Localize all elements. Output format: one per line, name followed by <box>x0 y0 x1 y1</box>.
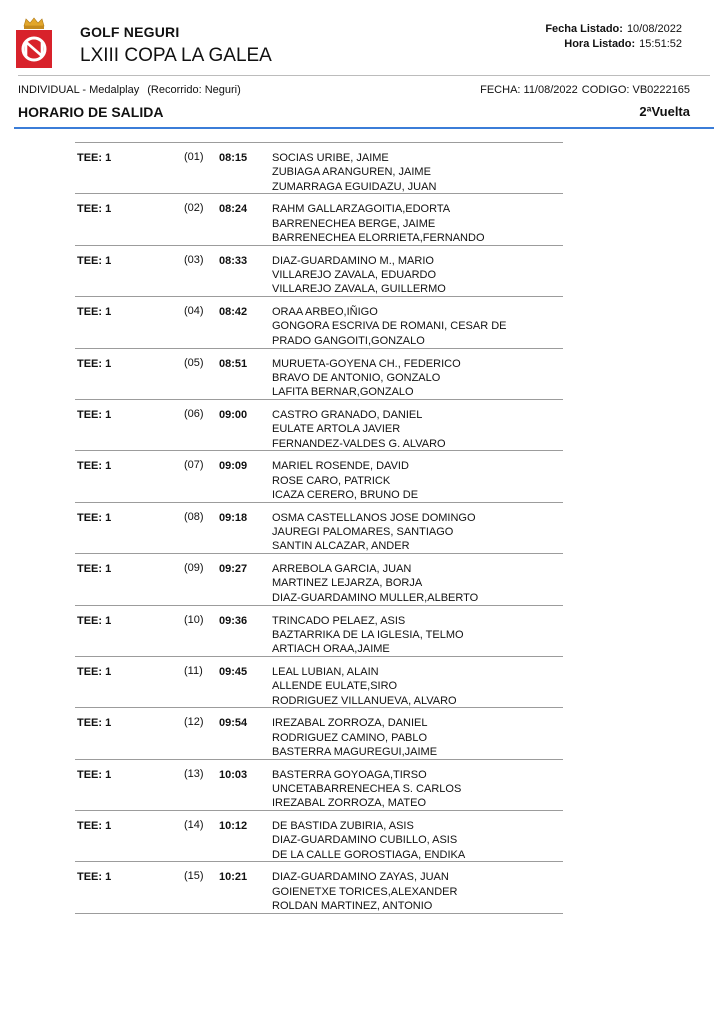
group-number: (05) <box>184 356 204 369</box>
header-divider <box>18 75 710 76</box>
player-name: BASTERRA GOYOAGA,TIRSO <box>272 768 427 781</box>
player-list <box>272 202 485 245</box>
tee-time-row <box>75 349 563 400</box>
start-time: 09:36 <box>219 614 248 627</box>
player-name: MURUETA-GOYENA CH., FEDERICO <box>272 357 461 370</box>
player-list <box>272 716 437 759</box>
tee-label: TEE: 1 <box>77 614 112 627</box>
player-name: DIAZ-GUARDAMINO M., MARIO <box>272 254 434 267</box>
start-time: 09:18 <box>219 511 248 524</box>
mode-text: INDIVIDUAL - Medalplay <box>18 84 140 96</box>
player-name: ARREBOLA GARCIA, JUAN <box>272 563 412 576</box>
competition-mode <box>18 84 241 96</box>
player-list <box>272 562 478 605</box>
start-time: 09:45 <box>219 665 248 678</box>
player-name: MARIEL ROSENDE, DAVID <box>272 460 409 473</box>
player-name: DE BASTIDA ZUBIRIA, ASIS <box>272 820 414 833</box>
group-number: (14) <box>184 819 204 832</box>
player-name: ZUMARRAGA EGUIDAZU, JUAN <box>272 180 437 193</box>
tee-label: TEE: 1 <box>77 408 112 421</box>
player-name: ZUBIAGA ARANGUREN, JAIME <box>272 166 431 179</box>
list-time-label: Hora Listado: <box>564 38 636 50</box>
player-name: PRADO GANGOITI,GONZALO <box>272 334 425 347</box>
tee-label: TEE: 1 <box>77 717 112 730</box>
tee-time-row <box>75 657 563 708</box>
start-time: 09:09 <box>219 460 248 473</box>
group-number: (03) <box>184 253 204 266</box>
group-number: (10) <box>184 613 204 626</box>
player-name: SANTIN ALCAZAR, ANDER <box>272 540 410 553</box>
player-name: DE LA CALLE GOROSTIAGA, ENDIKA <box>272 848 466 861</box>
tee-label: TEE: 1 <box>77 820 112 833</box>
tee-time-row <box>75 554 563 605</box>
tee-time-row <box>75 246 563 297</box>
start-time: 10:12 <box>219 820 248 833</box>
tee-label: TEE: 1 <box>77 152 112 164</box>
tee-label: TEE: 1 <box>77 665 112 678</box>
player-name: ARTIACH ORAA,JAIME <box>272 643 390 656</box>
player-name: JAUREGI PALOMARES, SANTIAGO <box>272 526 454 539</box>
page-title: HORARIO DE SALIDA <box>18 104 164 120</box>
tee-time-row <box>75 143 563 194</box>
group-number: (04) <box>184 305 204 318</box>
tee-time-row <box>75 297 563 348</box>
player-name: BARRENECHEA ELORRIETA,FERNANDO <box>272 231 485 244</box>
group-number: (09) <box>184 562 204 575</box>
tee-label: TEE: 1 <box>77 871 112 884</box>
player-name: EULATE ARTOLA JAVIER <box>272 423 401 436</box>
player-name: IREZABAL ZORROZA, DANIEL <box>272 717 428 730</box>
player-name: FERNANDEZ-VALDES G. ALVARO <box>272 437 446 450</box>
player-list <box>272 408 446 451</box>
player-name: DIAZ-GUARDAMINO ZAYAS, JUAN <box>272 871 449 884</box>
group-number: (08) <box>184 510 204 523</box>
player-name: ROLDAN MARTINEZ, ANTONIO <box>272 900 433 913</box>
tee-label: TEE: 1 <box>77 460 112 473</box>
tee-time-row <box>75 451 563 502</box>
start-time: 09:54 <box>219 717 248 730</box>
player-list <box>272 254 446 297</box>
player-name: UNCETABARRENECHEA S. CARLOS <box>272 782 462 795</box>
tee-time-row <box>75 503 563 554</box>
player-list <box>272 357 461 400</box>
tee-time-row <box>75 400 563 451</box>
group-number: (01) <box>184 151 204 163</box>
player-name: VILLAREJO ZAVALA, GUILLERMO <box>272 283 446 296</box>
tee-time-row <box>75 194 563 245</box>
tee-time-row <box>75 606 563 657</box>
player-name: TRINCADO PELAEZ, ASIS <box>272 614 406 627</box>
tee-label: TEE: 1 <box>77 768 112 781</box>
player-name: RODRIGUEZ VILLANUEVA, ALVARO <box>272 694 457 707</box>
competition-info <box>480 84 690 96</box>
player-list <box>272 511 476 554</box>
tee-label: TEE: 1 <box>77 203 112 216</box>
tee-time-row <box>75 862 563 913</box>
player-list <box>272 870 457 913</box>
start-time: 08:24 <box>219 203 248 216</box>
player-name: MARTINEZ LEJARZA, BORJA <box>272 577 423 590</box>
player-name: LAFITA BERNAR,GONZALO <box>272 386 414 399</box>
player-list <box>272 665 457 708</box>
player-name: DIAZ-GUARDAMINO MULLER,ALBERTO <box>272 591 479 604</box>
group-number: (11) <box>184 664 203 677</box>
player-name: ICAZA CERERO, BRUNO DE <box>272 488 419 501</box>
start-time: 10:21 <box>219 871 248 884</box>
player-name: ROSE CARO, PATRICK <box>272 474 391 487</box>
group-number: (12) <box>184 716 204 729</box>
club-name: GOLF NEGURI <box>80 24 180 40</box>
tee-time-row <box>75 708 563 759</box>
player-name: VILLAREJO ZAVALA, EDUARDO <box>272 269 437 282</box>
group-number: (06) <box>184 407 204 420</box>
start-time: 08:51 <box>219 357 248 370</box>
player-name: BRAVO DE ANTONIO, GONZALO <box>272 371 441 384</box>
list-date: 10/08/2022 <box>626 23 682 35</box>
list-time: 15:51:52 <box>639 38 682 50</box>
round-label: 2ªVuelta <box>639 104 690 119</box>
player-name: CASTRO GRANADO, DANIEL <box>272 408 423 421</box>
accent-divider <box>14 127 714 129</box>
start-time: 10:03 <box>219 768 248 781</box>
group-number: (02) <box>184 202 204 215</box>
player-name: DIAZ-GUARDAMINO CUBILLO, ASIS <box>272 834 458 847</box>
tee-times-list <box>75 142 563 914</box>
player-list <box>272 459 418 502</box>
player-name: ALLENDE EULATE,SIRO <box>272 680 398 693</box>
start-time: 09:27 <box>219 563 248 576</box>
tee-label: TEE: 1 <box>77 306 112 319</box>
tee-label: TEE: 1 <box>77 254 112 267</box>
event-title: LXIII COPA LA GALEA <box>80 45 272 66</box>
player-list <box>272 614 464 657</box>
group-number: (13) <box>184 767 204 780</box>
player-name: BAZTARRIKA DE LA IGLESIA, TELMO <box>272 628 464 641</box>
tee-label: TEE: 1 <box>77 357 112 370</box>
course-text: (Recorrido: Neguri) <box>147 84 241 96</box>
player-name: RAHM GALLARZAGOITIA,EDORTA <box>272 203 451 216</box>
start-time: 09:00 <box>219 408 248 421</box>
start-time: 08:42 <box>219 306 248 319</box>
start-time: 08:15 <box>219 152 248 164</box>
club-logo <box>14 16 54 70</box>
player-list <box>272 768 461 811</box>
player-name: IREZABAL ZORROZA, MATEO <box>272 797 427 810</box>
player-name: GONGORA ESCRIVA DE ROMANI, CESAR DE <box>272 320 507 333</box>
player-name: BASTERRA MAGUREGUI,JAIME <box>272 745 438 758</box>
tee-time-row <box>75 811 563 862</box>
tee-time-row <box>75 760 563 811</box>
player-name: ORAA ARBEO,IÑIGO <box>272 306 378 319</box>
player-name: LEAL LUBIAN, ALAIN <box>272 665 379 678</box>
tee-label: TEE: 1 <box>77 511 112 524</box>
player-list <box>272 151 436 194</box>
tee-label: TEE: 1 <box>77 563 112 576</box>
fecha-text: FECHA: 11/08/2022 <box>480 84 578 96</box>
group-number: (15) <box>184 870 204 883</box>
player-name: RODRIGUEZ CAMINO, PABLO <box>272 731 428 744</box>
player-name: SOCIAS URIBE, JAIME <box>272 152 389 164</box>
group-number: (07) <box>184 459 204 472</box>
player-list <box>272 305 507 348</box>
start-time: 08:33 <box>219 254 248 267</box>
player-name: OSMA CASTELLANOS JOSE DOMINGO <box>272 511 476 524</box>
list-date-label: Fecha Listado: <box>545 23 623 35</box>
list-meta <box>545 22 682 52</box>
player-name: BARRENECHEA BERGE, JAIME <box>272 217 436 230</box>
player-name: GOIENETXE TORICES,ALEXANDER <box>272 885 458 898</box>
codigo-text: CODIGO: VB0222165 <box>581 84 690 96</box>
player-list <box>272 819 465 862</box>
